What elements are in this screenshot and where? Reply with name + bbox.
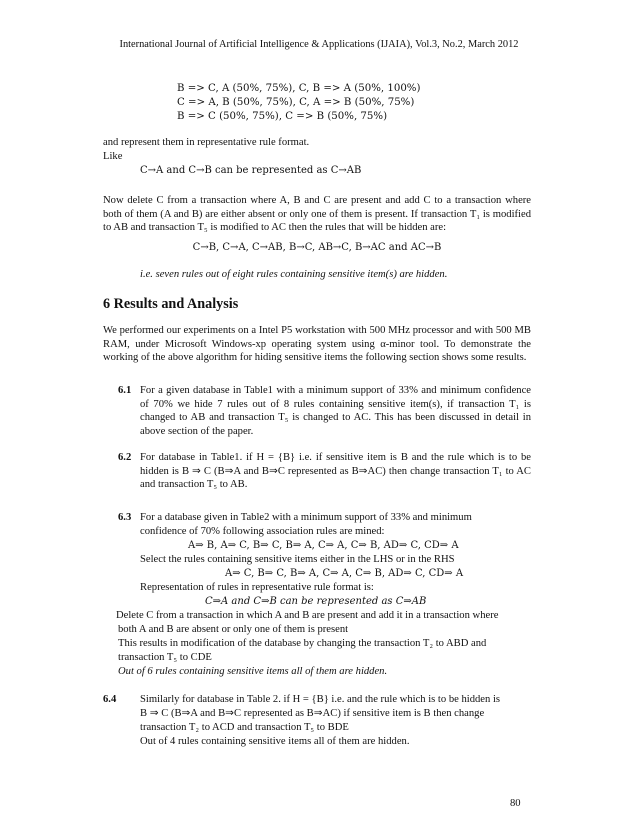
item-number: 6.2	[118, 452, 132, 463]
item63-line7: This results in modification of the database by changing the transaction T₂ to ABD and	[118, 638, 487, 649]
item-number: 6.3	[118, 512, 132, 523]
section-heading: 6 Results and Analysis	[103, 296, 239, 312]
page-number: 80	[510, 798, 521, 809]
item64-line3: transaction T₂ to ACD and transaction T₅ to BDE	[140, 722, 349, 733]
journal-header: International Journal of Artificial Intelligence & Applications (IJAIA), Vol.3, No.2, March 2012	[119, 39, 519, 50]
equation-line-1: B => C, A (50%, 75%), C, B => A (50%, 100%)	[177, 83, 421, 94]
item-text: For database in Table1. if H = {B} i.e. if sensitive item is B and the rule which is to be hidden is B ⇒ C (B⇒A and B⇒C represented as B⇒AC) then change transaction T₁ to AC and transaction T₅ to AB.	[140, 452, 531, 491]
item-number: 6.4	[103, 694, 117, 705]
paragraph-delete: Now delete C from a transaction where A, B and C are present and add C to a transaction where both of them (A and B) are either absent or only one of them is present. If transaction T₁ is modified to AB and transaction T₅ is modified to AC then the rules that will be hidden are:	[103, 195, 531, 234]
item64-line1: Similarly for database in Table 2. if H = {B} i.e. and the rule which is to be hidden is	[140, 694, 501, 705]
equation-line-2: C => A, B (50%, 75%), C, A => B (50%, 75%)	[177, 97, 415, 108]
item-number: 6.1	[118, 385, 132, 396]
paragraph-like: Like	[103, 151, 123, 162]
item63-line4: Representation of rules in representative rule format is:	[140, 582, 374, 593]
equation-line-3: B => C (50%, 75%), C => B (50%, 75%)	[177, 111, 388, 122]
ie-line: i.e. seven rules out of eight rules containing sensitive item(s) are hidden.	[140, 269, 448, 280]
item-text: For a given database in Table1 with a minimum support of 33% and minimum confidence of 70% we hide 7 rules out of 8 rules containing sensitive item(s), if transaction T₁ is changed to AB and transaction T₅ is changed to AC. This has been discussed in detail in above section of the paper.	[140, 385, 531, 437]
item63-rules3: C⇒A and C⇒B can be represented as C⇒AB	[205, 596, 427, 607]
item63-line8: transaction T₅ to CDE	[118, 652, 212, 663]
like-rule-line: C→A and C→B can be represented as C→AB	[140, 165, 362, 176]
item63-line5: Delete C from a transaction in which A and B are present and add it in a transaction where	[116, 610, 499, 621]
hidden-rules-line: C→B, C→A, C→AB, B→C, AB→C, B→AC and AC→B	[192, 242, 442, 253]
item63-line2: confidence of 70% following association rules are mined:	[140, 526, 385, 537]
item63-rules2: A⇒ C, B⇒ C, B⇒ A, C⇒ A, C⇒ B, AD⇒ C, CD⇒ A	[225, 568, 464, 579]
item63-line1: For a database given in Table2 with a minimum support of 33% and minimum	[140, 512, 472, 523]
item63-line6: both A and B are absent or only one of them is present	[118, 624, 349, 635]
item63-line3: Select the rules containing sensitive items either in the LHS or in the RHS	[140, 554, 455, 565]
section-intro: We performed our experiments on a Intel P5 workstation with 500 MHz processor and with 500 MB RAM, under Microsoft Windows-xp operating system using α-minor tool. To demonstrate the working of the above algorithm for hiding sensitive items the following section shows some results.	[103, 325, 531, 364]
item64-line4: Out of 4 rules containing sensitive items all of them are hidden.	[140, 736, 410, 747]
item64-line2: B ⇒ C (B⇒A and B⇒C represented as B⇒AC) if sensitive item is B then change	[140, 708, 485, 719]
paragraph-representative: and represent them in representative rule format.	[103, 137, 310, 148]
item63-line9: Out of 6 rules containing sensitive items all of them are hidden.	[118, 666, 388, 677]
item63-rules1: A⇒ B, A⇒ C, B⇒ C, B⇒ A, C⇒ A, C⇒ B, AD⇒ C, CD⇒ A	[188, 540, 459, 551]
